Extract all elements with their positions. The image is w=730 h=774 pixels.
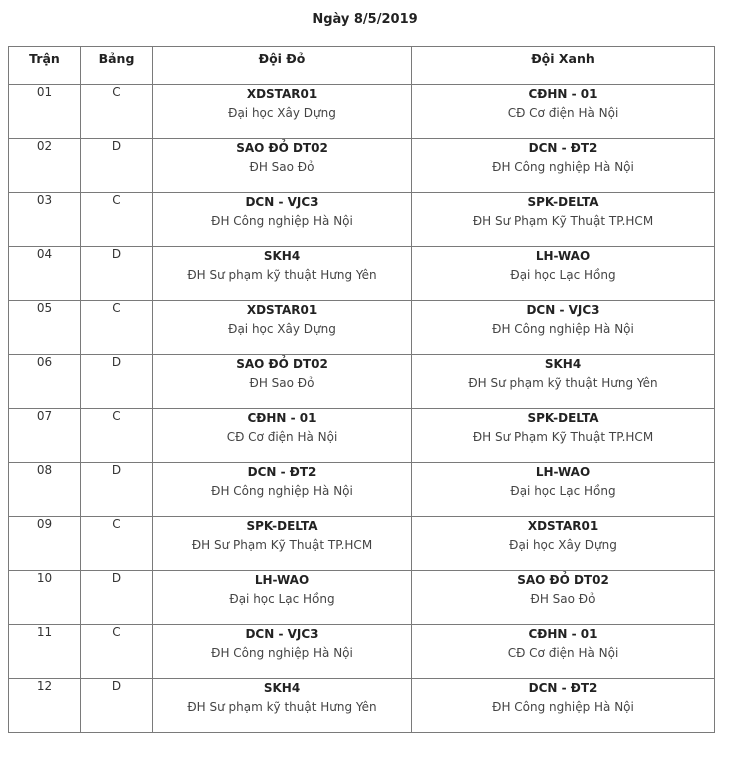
- blue-team-school: CĐ Cơ điện Hà Nội: [507, 646, 619, 660]
- red-team-code: LH-WAO: [254, 573, 310, 587]
- blue-team-cell: [412, 625, 715, 679]
- blue-team-code: SAO ĐỎ DT02: [517, 573, 609, 587]
- match-number: 05: [9, 301, 81, 355]
- match-number: 06: [9, 355, 81, 409]
- red-team-school: ĐH Công nghiệp Hà Nội: [211, 214, 353, 228]
- group-cell: D: [81, 139, 153, 193]
- blue-team-cell: [412, 517, 715, 571]
- blue-team-cell: [412, 463, 715, 517]
- red-team-school: ĐH Sư Phạm Kỹ Thuật TP.HCM: [191, 538, 373, 552]
- blue-team-school: ĐH Công nghiệp Hà Nội: [492, 322, 634, 336]
- match-number: 02: [9, 139, 81, 193]
- group-cell: D: [81, 679, 153, 733]
- red-team-school: ĐH Công nghiệp Hà Nội: [211, 646, 353, 660]
- red-team-school: ĐH Sư phạm kỹ thuật Hưng Yên: [187, 268, 377, 282]
- blue-team-school: CĐ Cơ điện Hà Nội: [507, 106, 619, 120]
- blue-team-code: LH-WAO: [535, 249, 591, 263]
- match-number: 11: [9, 625, 81, 679]
- blue-team-school: ĐH Công nghiệp Hà Nội: [492, 700, 634, 714]
- red-team-school: Đại học Xây Dựng: [228, 322, 336, 336]
- red-team-code: DCN - ĐT2: [247, 465, 317, 479]
- blue-team-code: DCN - ĐT2: [528, 141, 598, 155]
- group-cell: D: [81, 355, 153, 409]
- red-team-cell: [153, 625, 412, 679]
- red-team-cell: [153, 517, 412, 571]
- table-row: [9, 85, 715, 139]
- red-team-cell: [153, 355, 412, 409]
- red-team-school: Đại học Xây Dựng: [228, 106, 336, 120]
- red-team-code: XDSTAR01: [246, 303, 318, 317]
- match-number: 04: [9, 247, 81, 301]
- page-title: Ngày 8/5/2019: [312, 12, 418, 27]
- blue-team-school: Đại học Lạc Hồng: [510, 268, 616, 282]
- group-cell: C: [81, 409, 153, 463]
- blue-team-cell: [412, 355, 715, 409]
- match-number: 09: [9, 517, 81, 571]
- blue-team-code: DCN - ĐT2: [528, 681, 598, 695]
- red-team-cell: [153, 679, 412, 733]
- red-team-school: ĐH Công nghiệp Hà Nội: [211, 484, 353, 498]
- red-team-code: CĐHN - 01: [247, 411, 317, 425]
- match-number: 03: [9, 193, 81, 247]
- table-row: [9, 193, 715, 247]
- red-team-cell: [153, 301, 412, 355]
- red-team-cell: [153, 463, 412, 517]
- match-number: 08: [9, 463, 81, 517]
- blue-team-cell: [412, 571, 715, 625]
- blue-team-cell: [412, 301, 715, 355]
- group-cell: D: [81, 463, 153, 517]
- red-team-school: Đại học Lạc Hồng: [229, 592, 335, 606]
- group-cell: D: [81, 571, 153, 625]
- red-team-cell: [153, 571, 412, 625]
- blue-team-code: CĐHN - 01: [528, 87, 598, 101]
- table-row: [9, 571, 715, 625]
- red-team-school: CĐ Cơ điện Hà Nội: [226, 430, 338, 444]
- group-cell: C: [81, 517, 153, 571]
- blue-team-code: SPK-DELTA: [527, 195, 599, 209]
- blue-team-school: ĐH Sao Đỏ: [530, 592, 596, 606]
- blue-team-cell: [412, 679, 715, 733]
- red-team-code: XDSTAR01: [246, 87, 318, 101]
- red-team-cell: [153, 85, 412, 139]
- blue-team-school: Đại học Lạc Hồng: [510, 484, 616, 498]
- blue-team-cell: [412, 247, 715, 301]
- red-team-code: SKH4: [263, 681, 301, 695]
- table-row: [9, 625, 715, 679]
- blue-team-cell: [412, 85, 715, 139]
- red-team-code: DCN - VJC3: [245, 195, 319, 209]
- blue-team-code: SPK-DELTA: [527, 411, 599, 425]
- red-team-code: SPK-DELTA: [246, 519, 318, 533]
- table-row: [9, 301, 715, 355]
- red-team-cell: [153, 193, 412, 247]
- blue-team-code: DCN - VJC3: [526, 303, 600, 317]
- red-team-code: DCN - VJC3: [245, 627, 319, 641]
- header-group: Bảng: [81, 47, 153, 85]
- red-team-school: ĐH Sư phạm kỹ thuật Hưng Yên: [187, 700, 377, 714]
- header-red-team: Đội Đỏ: [153, 47, 412, 85]
- blue-team-school: ĐH Công nghiệp Hà Nội: [492, 160, 634, 174]
- red-team-cell: [153, 247, 412, 301]
- group-cell: C: [81, 193, 153, 247]
- match-number: 07: [9, 409, 81, 463]
- red-team-cell: [153, 139, 412, 193]
- blue-team-code: XDSTAR01: [527, 519, 599, 533]
- table-header-row: [9, 47, 715, 85]
- table-row: [9, 355, 715, 409]
- blue-team-school: Đại học Xây Dựng: [509, 538, 617, 552]
- match-number: 01: [9, 85, 81, 139]
- match-number: 12: [9, 679, 81, 733]
- blue-team-code: LH-WAO: [535, 465, 591, 479]
- match-number: 10: [9, 571, 81, 625]
- header-match: Trận: [9, 47, 81, 85]
- blue-team-code: CĐHN - 01: [528, 627, 598, 641]
- table-row: [9, 247, 715, 301]
- table-row: [9, 679, 715, 733]
- table-row: [9, 463, 715, 517]
- blue-team-school: ĐH Sư phạm kỹ thuật Hưng Yên: [468, 376, 658, 390]
- header-blue-team: Đội Xanh: [412, 47, 715, 85]
- table-row: [9, 517, 715, 571]
- table-row: [9, 139, 715, 193]
- red-team-school: ĐH Sao Đỏ: [249, 376, 315, 390]
- group-cell: C: [81, 301, 153, 355]
- group-cell: D: [81, 247, 153, 301]
- match-schedule-table: [8, 46, 715, 733]
- red-team-code: SAO ĐỎ DT02: [236, 141, 328, 155]
- blue-team-cell: [412, 139, 715, 193]
- table-row: [9, 409, 715, 463]
- red-team-cell: [153, 409, 412, 463]
- red-team-code: SAO ĐỎ DT02: [236, 357, 328, 371]
- group-cell: C: [81, 85, 153, 139]
- blue-team-cell: [412, 193, 715, 247]
- blue-team-code: SKH4: [544, 357, 582, 371]
- group-cell: C: [81, 625, 153, 679]
- blue-team-cell: [412, 409, 715, 463]
- blue-team-school: ĐH Sư Phạm Kỹ Thuật TP.HCM: [472, 430, 654, 444]
- blue-team-school: ĐH Sư Phạm Kỹ Thuật TP.HCM: [472, 214, 654, 228]
- red-team-school: ĐH Sao Đỏ: [249, 160, 315, 174]
- red-team-code: SKH4: [263, 249, 301, 263]
